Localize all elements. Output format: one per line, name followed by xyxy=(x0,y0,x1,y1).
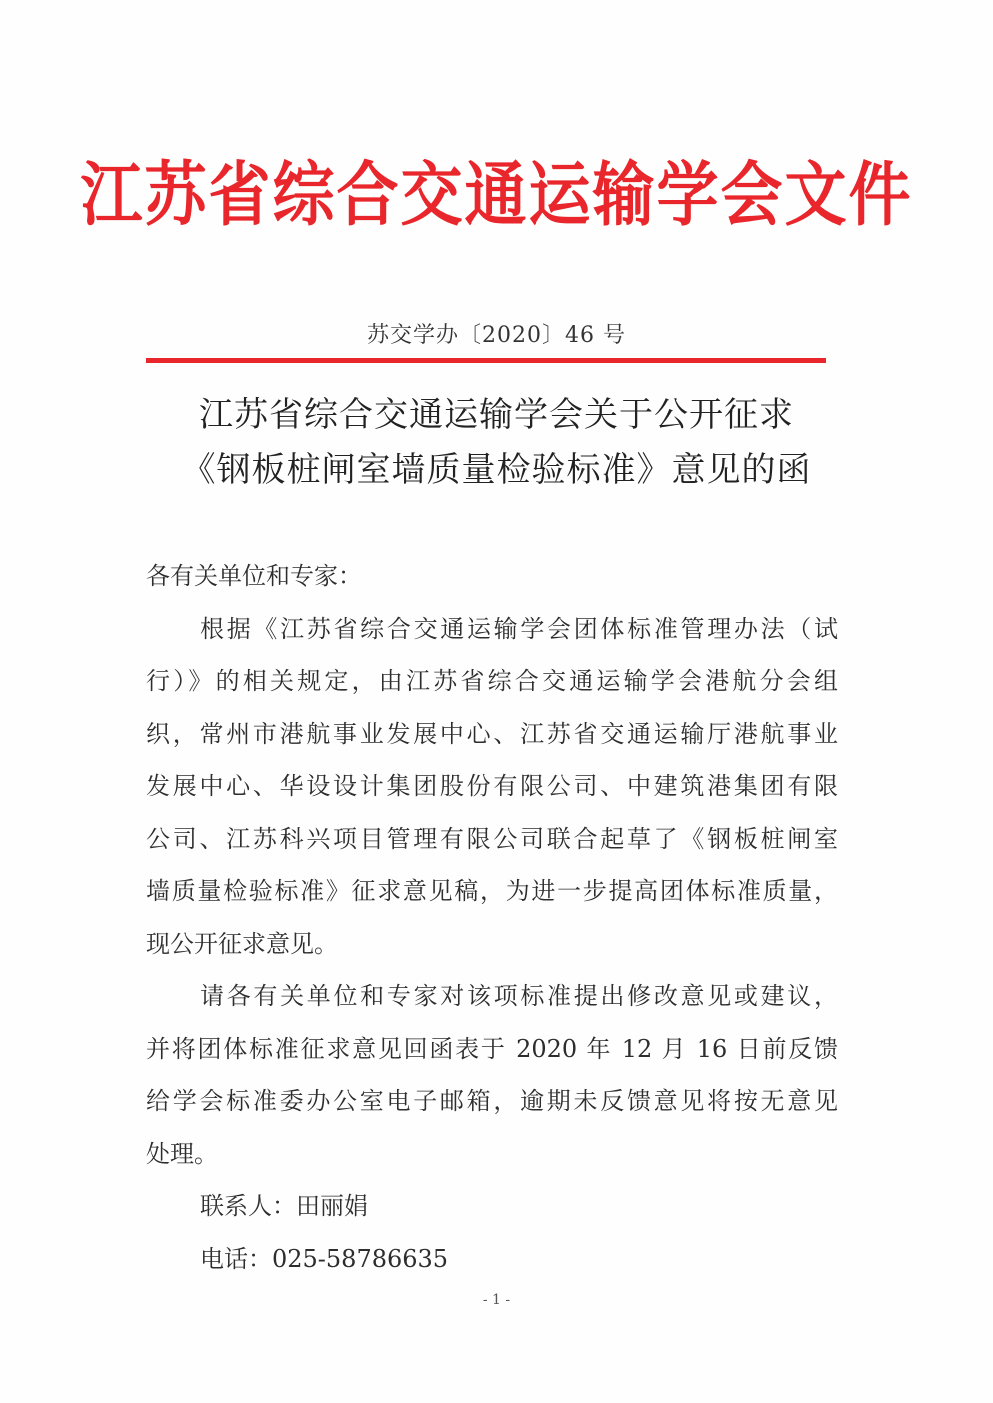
paragraph-2-line: 处理。 xyxy=(146,1139,218,1168)
red-divider-line xyxy=(146,358,826,363)
title-line-2: 《钢板桩闸室墙质量检验标准》意见的函 xyxy=(181,450,812,490)
document-title xyxy=(60,388,933,498)
paragraph-2-line: 请各有关单位和专家对该项标准提出修改意见或建议， xyxy=(200,982,838,1010)
paragraph-1-line: 织，常州市港航事业发展中心、江苏省交通运输厅港航事业 xyxy=(146,719,838,748)
paragraph-1-line: 发展中心、华设设计集团股份有限公司、中建筑港集团有限 xyxy=(146,772,838,800)
paragraph-1-line: 行）》的相关规定，由江苏省综合交通运输学会港航分会组 xyxy=(146,667,838,695)
letter-body xyxy=(146,550,838,1285)
paragraph-2-line: 给学会标准委办公室电子邮箱，逾期未反馈意见将按无意见 xyxy=(146,1087,838,1115)
contact-phone: 电话：025-58786635 xyxy=(200,1244,449,1273)
page-number: - 1 - xyxy=(482,1292,511,1308)
paragraph-1-line: 现公开征求意见。 xyxy=(146,929,338,958)
document-number: 苏交学办〔2020〕46 号 xyxy=(367,323,626,348)
contact-person: 联系人：田丽娟 xyxy=(200,1192,368,1220)
paragraph-1-line: 公司、江苏科兴项目管理有限公司联合起草了《钢板桩闸室 xyxy=(146,824,838,853)
masthead-title: 江苏省综合交通运输学会文件 xyxy=(80,153,913,236)
paragraph-1-line: 根据《江苏省综合交通运输学会团体标准管理办法（试 xyxy=(200,614,838,643)
paragraph-1-line: 墙质量检验标准》征求意见稿，为进一步提高团体标准质量， xyxy=(146,877,838,905)
salutation: 各有关单位和专家： xyxy=(146,562,362,590)
paragraph-2-line: 并将团体标准征求意见回函表于 2020 年 12 月 16 日前反馈 xyxy=(146,1034,838,1063)
title-line-1: 江苏省综合交通运输学会关于公开征求 xyxy=(199,395,794,435)
